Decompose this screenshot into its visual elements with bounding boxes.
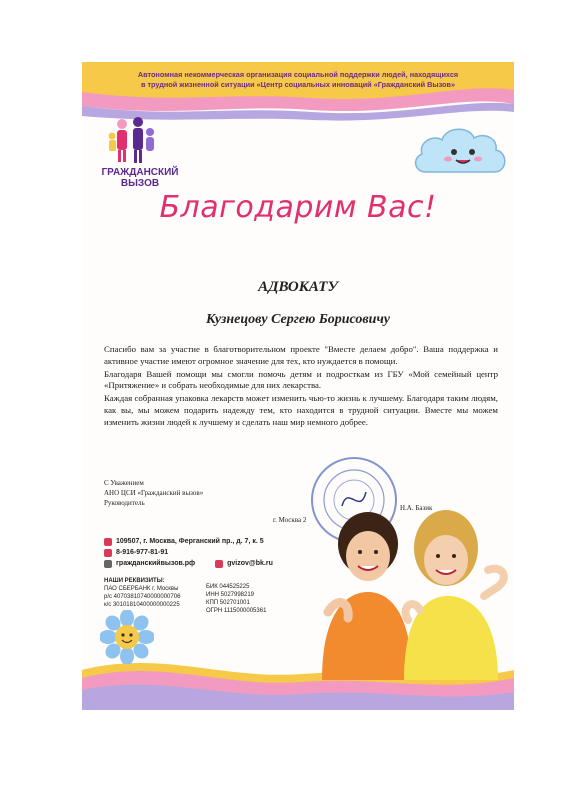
requisites-kpp: КПП 502701001 bbox=[206, 600, 250, 606]
web-icon bbox=[104, 560, 112, 568]
signature-name: Н.А. Базик bbox=[400, 504, 433, 512]
requisites-heading: НАШИ РЕКВИЗИТЫ: bbox=[104, 578, 165, 584]
phone-row bbox=[104, 547, 273, 558]
email-icon bbox=[215, 560, 223, 568]
address-row bbox=[104, 536, 273, 547]
phone-text: 8-916-977-81-91 bbox=[116, 549, 169, 556]
logo-line-2: ВЫЗОВ bbox=[120, 178, 160, 189]
signature-position: Руководитель bbox=[104, 499, 145, 507]
requisites-bank: ПАО СБЕРБАНК г. Москвы bbox=[104, 586, 179, 592]
bank-requisites bbox=[104, 577, 180, 609]
children-photo bbox=[308, 500, 514, 680]
requisites-account: р/с 40703810740000000706 bbox=[104, 594, 181, 600]
header-line-2: в трудной жизненной ситуации «Центр социальных инноваций «Гражданский Вызов» bbox=[140, 80, 456, 89]
signature-block bbox=[104, 478, 203, 508]
location-icon bbox=[104, 538, 112, 546]
email-text[interactable]: gvizov@bk.ru bbox=[227, 560, 273, 567]
requisites-corr: к/с 30101810400000000225 bbox=[104, 602, 180, 608]
certificate-sheet bbox=[82, 62, 514, 710]
recipient-name: Кузнецову Сергею Борисовичу bbox=[205, 312, 391, 327]
tax-requisites bbox=[206, 583, 266, 615]
organization-header bbox=[82, 70, 514, 90]
smiling-cloud-icon bbox=[412, 124, 510, 180]
contacts-block bbox=[104, 536, 273, 569]
address-text: 109507, г. Москва, Ферганский пр., д. 7, к. 5 bbox=[116, 538, 264, 545]
body-paragraph-3: Каждая собранная упаковка лекарств может изменить чью-то жизнь к лучшему. Благодаря таким людям, как вы, мы можем подарить надежду тем, кто находится в трудной ситуации. Вместе мы можем изменить жизни людей к лучшему и сделать наш мир немного добрее. bbox=[104, 393, 498, 427]
logo-wordmark bbox=[100, 167, 180, 189]
addressee-role: АДВОКАТУ bbox=[258, 279, 338, 295]
site-text[interactable]: гражданскийвызов.рф bbox=[116, 560, 196, 567]
web-row bbox=[104, 558, 273, 569]
phone-icon bbox=[104, 549, 112, 557]
letter-body bbox=[104, 344, 498, 430]
requisites-inn: ИНН 5027998219 bbox=[206, 592, 255, 598]
signature-city: г. Москва 2 bbox=[273, 516, 307, 524]
header-line-1: Автономная некоммерческая организация социальной поддержки людей, находящихся bbox=[137, 70, 459, 79]
body-paragraph-1: Спасибо вам за участие в благотворительном проекте "Вместе делаем добро". Ваша поддержка и активное участие имеют огромное значение для тех, кто нуждается в помощи. bbox=[104, 344, 498, 366]
requisites-bik: БИК 044525225 bbox=[206, 584, 250, 590]
signature-greeting: С Уважением bbox=[104, 479, 144, 487]
logo-line-1: ГРАЖДАНСКИЙ bbox=[101, 167, 179, 178]
thank-you-title: Благодарим Вас! bbox=[159, 190, 437, 225]
body-paragraph-2: Благодаря Вашей помощи мы смогли помочь детям и подросткам из ГБУ «Мой семейный центр «Притяжение» и собрать необходимые для них лекарства. bbox=[104, 368, 498, 391]
smiling-flower-icon bbox=[100, 610, 154, 664]
signature-org: АНО ЦСИ «Гражданский вызов» bbox=[104, 489, 204, 497]
requisites-ogrn: ОГРН 1115000005361 bbox=[206, 608, 267, 614]
